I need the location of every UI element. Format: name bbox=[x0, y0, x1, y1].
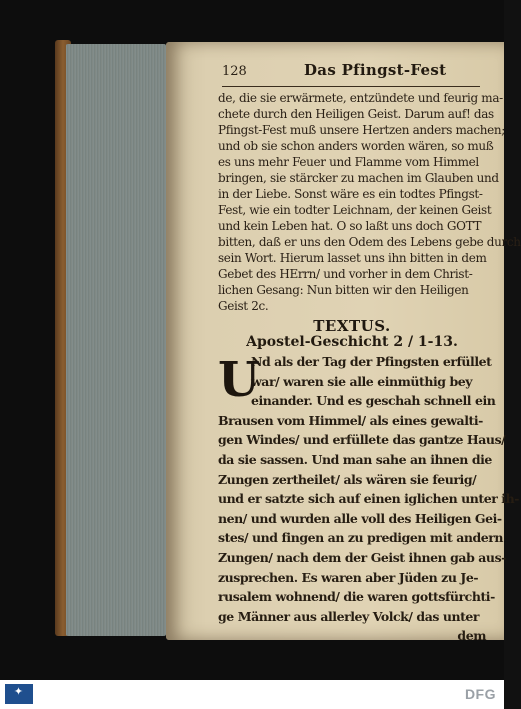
text-line: Fest, wie ein todter Leichnam, der keinen Geist bbox=[218, 203, 492, 217]
scripture-line: Zungen/ nach dem der Geist ihnen gab aus- bbox=[218, 549, 506, 565]
running-head bbox=[222, 60, 482, 88]
text-line: Gebet des HErrn/ und vorher in dem Christ- bbox=[218, 267, 473, 281]
scripture-line: zusprechen. Es waren aber Jüden zu Je- bbox=[218, 569, 479, 585]
scripture-line: ge Männer aus allerley Volck/ das unter bbox=[218, 608, 480, 624]
scripture-line: Nd als der Tag der Pfingsten erfüllet bbox=[251, 354, 492, 369]
text-line: Pfingst-Fest muß unsere Hertzen anders machen; bbox=[218, 123, 505, 137]
dfg-logo: DFG bbox=[464, 686, 496, 702]
scripture-line: da sie sassen. Und man sahe an ihnen die bbox=[218, 451, 492, 467]
scripture-line: und er satzte sich auf einen iglichen unter ih- bbox=[218, 491, 519, 507]
text-line: und kein Leben hat. O so laßt uns doch GOTT bbox=[218, 219, 482, 233]
scripture-line: Zungen zertheilet/ als wären sie feurig/ bbox=[218, 471, 477, 487]
drop-cap-initial: U bbox=[218, 352, 260, 408]
catchword: dem bbox=[457, 628, 486, 644]
section-title: TEXTUS. bbox=[313, 317, 391, 335]
text-line: lichen Gesang: Nun bitten wir den Heiligen bbox=[218, 283, 469, 297]
text-line: und ob sie schon anders worden wären, so muß bbox=[218, 139, 494, 153]
text-line: es uns mehr Feuer und Flamme vom Himmel bbox=[218, 155, 479, 169]
library-logo-glyph-icon: ✦ bbox=[13, 685, 24, 698]
text-line: Geist 2c. bbox=[218, 299, 269, 313]
page-edges bbox=[66, 44, 166, 636]
body-paragraph bbox=[218, 90, 521, 314]
page-number: 128 bbox=[222, 64, 247, 79]
header-rule bbox=[222, 86, 480, 87]
scripture-line: rusalem wohnend/ die waren gottsfürchti- bbox=[218, 589, 495, 605]
footer-bar bbox=[0, 680, 504, 709]
scripture-line: gen Windes/ und erfüllete das gantze Haus/ bbox=[218, 432, 506, 448]
scripture-line: Brausen vom Himmel/ als eines gewalti- bbox=[218, 412, 483, 428]
text-line: bringen, sie stärcker zu machen im Glauben und bbox=[218, 171, 499, 185]
text-line: in der Liebe. Sonst wäre es ein todtes Pfingst- bbox=[218, 187, 483, 201]
book-page bbox=[166, 42, 521, 644]
running-title: Das Pfingst-Fest bbox=[304, 61, 447, 79]
scripture-text bbox=[218, 352, 519, 646]
scripture-line: stes/ und fingen an zu predigen mit andern bbox=[218, 530, 504, 546]
scripture-line: war/ waren sie alle einmüthig bey bbox=[251, 373, 473, 389]
text-line: chete durch den Heiligen Geist. Darum auf! das bbox=[218, 107, 494, 121]
scripture-line: nen/ und wurden alle voll des Heiligen Gei- bbox=[218, 510, 502, 526]
text-line: sein Wort. Hierum lasset uns ihn bitten in dem bbox=[218, 251, 487, 265]
text-line: de, die sie erwärmete, entzündete und feurig ma- bbox=[218, 91, 503, 105]
scripture-reference: Apostel-Geschicht 2 / 1-13. bbox=[246, 334, 458, 350]
scripture-line: einander. Und es geschah schnell ein bbox=[251, 393, 496, 409]
text-line: bitten, daß er uns den Odem des Lebens gebe durch bbox=[218, 235, 521, 249]
